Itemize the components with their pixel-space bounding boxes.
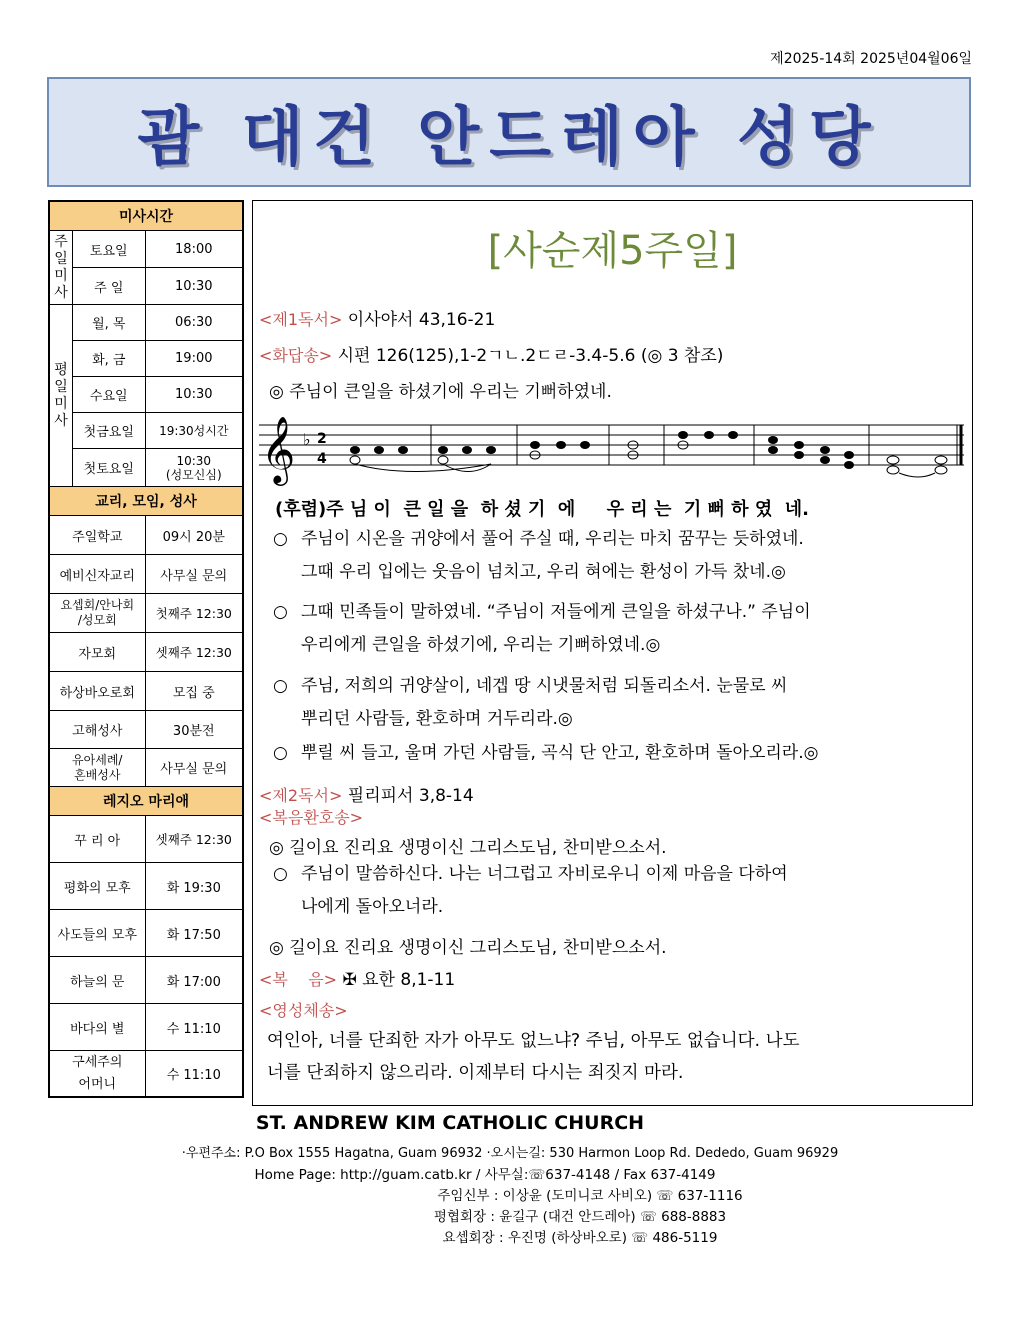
mass-day: 화, 금 [73, 341, 146, 377]
mass-day: 토요일 [73, 231, 146, 268]
refrain-line [275, 495, 966, 521]
issue-number: 제2025-14회 2025년04월06일 [770, 51, 972, 67]
alleluia-2: ◎ 길이요 진리요 생명이신 그리스도님, 찬미받으소서. [269, 938, 667, 958]
church-name: ST. ANDREW KIM CATHOLIC CHURCH [255, 1112, 645, 1134]
praesidium-time: 셋째주 12:30 [145, 816, 242, 863]
communion-line-2: 너를 단죄하지 않으리라. 이제부터 다시는 죄짓지 마라. [267, 1063, 684, 1083]
gospel-acclamation-tag: <복음환호송> [259, 808, 364, 827]
time-sig-top: 2 [317, 431, 327, 447]
gospel-ref: ✠ 요한 8,1-11 [342, 970, 456, 990]
praesidium-time: 화 17:50 [145, 910, 242, 957]
reading2-line [259, 781, 966, 806]
mass-day: 월, 목 [73, 305, 146, 341]
psalm-verse-1: ○ 주님이 시온을 귀양에서 풀어 주실 때, 우리는 마치 꿈꾸는 듯하였네. 그때 우리 입에는 웃음이 넘치고, 우리 혀에는 환성이 가득 찼네.◎ [273, 529, 804, 582]
group-name: 주일학교 [50, 516, 146, 555]
communion-tag: <영성체송> [259, 1001, 348, 1020]
psalm-ref: 시편 126(125),1-2ㄱㄴ.2ㄷㄹ-3.4-5.6 (◎ 3 참조) [337, 346, 724, 366]
flat-icon: ♭ [303, 430, 311, 449]
group-name: 예비신자교리 [50, 555, 146, 594]
praesidium-name: 바다의 별 [50, 1004, 146, 1051]
notes-icon [350, 431, 947, 474]
psalm-verse-2: ○ 그때 민족들이 말하였네. “주님이 저들에게 큰일을 하셨구나.” 주님이 우리에게 큰일을 하셨기에, 우리는 기뻐하였네.◎ [273, 602, 811, 655]
mass-day: 주 일 [73, 268, 146, 305]
mass-time: 19:00 [145, 341, 242, 377]
reading2-tag: <제2독서> [259, 786, 343, 805]
group-time: 사무실 문의 [145, 749, 242, 787]
refrain-label: (후렴) [275, 499, 327, 520]
reading1-ref: 이사야서 43,16-21 [347, 310, 496, 330]
praesidium-name: 평화의 모후 [50, 863, 146, 910]
mass-time: 10:30 [145, 377, 242, 413]
mass-time: 18:00 [145, 231, 242, 268]
reading1-line [259, 305, 966, 330]
refrain-text: 주 님 이 큰 일 을 하 셨 기 에 우 리 는 기 뻐 하 였 네. [326, 499, 809, 520]
praesidium-name: 꾸 리 아 [50, 816, 146, 863]
time-sig-bottom: 4 [317, 451, 327, 467]
mass-header: 미사시간 [50, 202, 243, 231]
praesidium-time: 수 11:10 [145, 1051, 242, 1097]
legio-header: 레지오 마리애 [50, 787, 243, 816]
mass-time: 19:30성시간 [145, 413, 242, 449]
weekday-mass-label: 평 일 미 사 [50, 305, 73, 487]
gospel-tag: <복 음> [259, 970, 338, 989]
address: ·우편주소: P.O Box 1555 Hagatna, Guam 96932 ·오시는길: 530 Harmon Loop Rd. Dededo, Guam 96929 [181, 1146, 839, 1161]
praesidium-name: 하늘의 문 [50, 957, 146, 1004]
schedule-sidebar [48, 200, 244, 1098]
music-score [259, 413, 971, 493]
schedule-table [49, 201, 243, 1097]
group-time: 모집 중 [145, 672, 242, 711]
reading2-ref: 필리피서 3,8-14 [347, 786, 474, 806]
sunday-mass-label: 주 일 미 사 [50, 231, 73, 305]
church-title: 괌 대건 안드레아 성당 [137, 101, 881, 175]
praesidium-time: 화 17:00 [145, 957, 242, 1004]
group-time: 첫째주 12:30 [145, 594, 242, 633]
edu-header: 교리, 모임, 성사 [50, 487, 243, 516]
psalm-line [259, 341, 966, 366]
group-name: 고해성사 [50, 711, 146, 749]
sunday-title: [사순제5주일] [487, 228, 738, 274]
treble-clef-icon: 𝄞 [261, 415, 296, 483]
psalm-verse-3: ○ 주님, 저희의 귀양살이, 네겝 땅 시냇물처럼 되돌리소서. 눈물로 씨 뿌리던 사람들, 환호하며 거두리라.◎ [273, 676, 788, 729]
group-time: 09시 20분 [145, 516, 242, 555]
group-name: 요셉회/안나회 /성모회 [50, 594, 146, 633]
acclamation-verse: ○ 주님이 말씀하신다. 나는 너그럽고 자비로우니 이제 마음을 다하여 나에게 돌아오너라. [273, 864, 788, 917]
psalm-response: ◎ 주님이 큰일을 하셨기에 우리는 기뻐하였네. [269, 382, 612, 402]
praesidium-name: 구세주의 어머니 [50, 1051, 146, 1097]
alleluia-1: ◎ 길이요 진리요 생명이신 그리스도님, 찬미받으소서. [269, 838, 667, 858]
mass-time: 06:30 [145, 305, 242, 341]
group-name: 하상바오로회 [50, 672, 146, 711]
mass-day: 첫금요일 [73, 413, 146, 449]
group-time: 사무실 문의 [145, 555, 242, 594]
joseph-contact: 요셉회장 : 우진명 (하상바오로) ☏ 486-5119 [442, 1230, 718, 1246]
liturgy-box [252, 200, 973, 1106]
mass-time: 10:30 [145, 268, 242, 305]
gospel-line [259, 965, 966, 990]
title-banner [47, 77, 971, 187]
praesidium-name: 사도들의 모후 [50, 910, 146, 957]
communion-line-1: 여인아, 너를 단죄한 자가 아무도 없느냐? 주님, 아무도 없습니다. 나도 [267, 1031, 800, 1051]
mass-day: 수요일 [73, 377, 146, 413]
psalm-verse-4: ○ 뿌릴 씨 들고, 울며 가던 사람들, 곡식 단 안고, 환호하며 돌아오리라.◎ [273, 743, 819, 763]
mass-day: 첫토요일 [73, 449, 146, 487]
council-contact: 평협회장 : 윤길구 (대건 안드레아) ☏ 688-8883 [433, 1209, 727, 1225]
group-time: 30분전 [145, 711, 242, 749]
mass-time: 10:30 (성모신심) [145, 449, 242, 487]
group-name: 자모회 [50, 633, 146, 672]
pastor-contact: 주임신부 : 이상윤 (도미니코 사비오) ☏ 637-1116 [437, 1188, 743, 1204]
praesidium-time: 수 11:10 [145, 1004, 242, 1051]
praesidium-time: 화 19:30 [145, 863, 242, 910]
psalm-tag: <화답송> [259, 346, 333, 365]
website-phone: Home Page: http://guam.catb.kr / 사무실:☏637-4148 / Fax 637-4149 [254, 1167, 716, 1183]
reading1-tag: <제1독서> [259, 310, 343, 329]
group-time: 셋째주 12:30 [145, 633, 242, 672]
group-name: 유아세례/ 혼배성사 [50, 749, 146, 787]
